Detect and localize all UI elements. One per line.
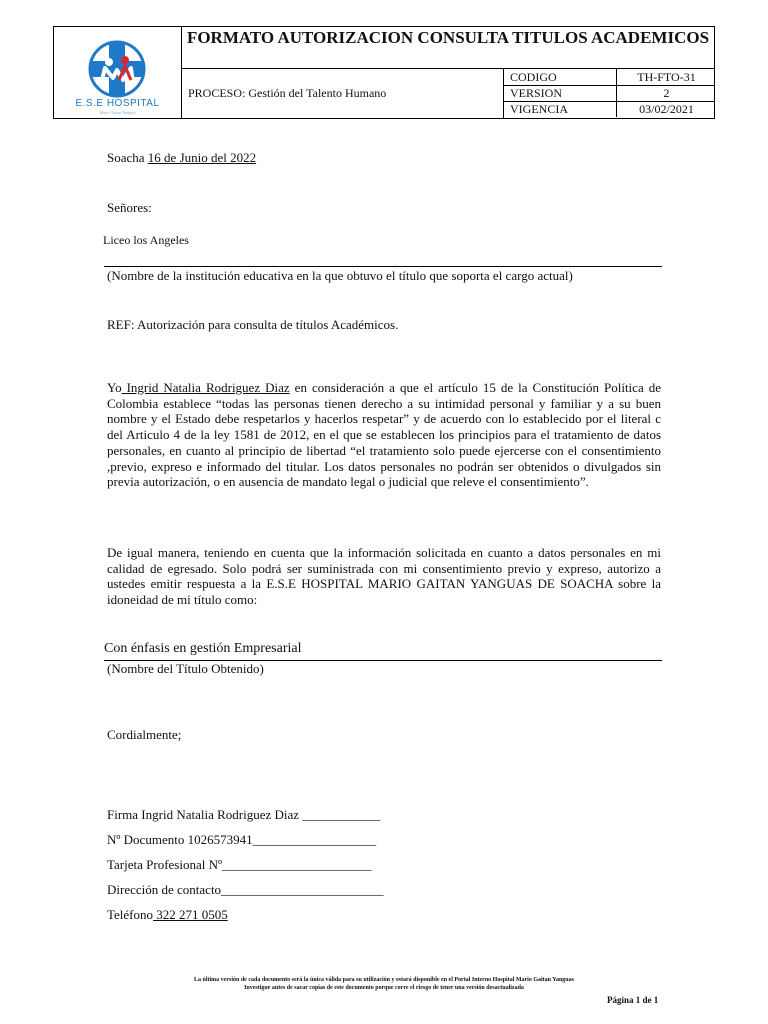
validity-label: VIGENCIA bbox=[510, 102, 568, 116]
reference-line: REF: Autorización para consulta de títulos Académicos. bbox=[107, 317, 399, 332]
validity-value: 03/02/2021 bbox=[616, 101, 716, 117]
footer-note-1: La última versión de cada documento será la única válida para su utilización y estará disponible en el Portal Interno Hospital Mario Gaitan Yanguas bbox=[194, 977, 574, 983]
version-label: VERSION bbox=[510, 86, 563, 100]
institution-name: Liceo los Angeles bbox=[103, 233, 189, 247]
paragraph-consent bbox=[107, 380, 661, 490]
city: Soacha bbox=[107, 150, 145, 165]
footer-note-2: Investigue antes de sacar copias de este documento porque corre el riesgo de tener una versión desactualizada bbox=[244, 985, 524, 991]
code-label: CODIGO bbox=[510, 70, 557, 84]
paragraph-authorization: De igual manera, teniendo en cuenta que la información solicitada en cuanto a datos personales en mi calidad de egresado. Solo podrá ser suministrada con mi consentimiento previo y expreso, autorizo a ustedes emitir respuesta a la E.S.E HOSPITAL MARIO GAITAN YANGUAS DE SOACHA sobre la idoneidad de mi título como: bbox=[107, 545, 661, 608]
document-title: FORMATO AUTORIZACION CONSULTA TITULOS ACADEMICOS bbox=[182, 27, 714, 69]
applicant-name: Ingrid Natalia Rodriguez Diaz bbox=[121, 380, 290, 395]
signature-line: Firma Ingrid Natalia Rodriguez Diaz ____________ bbox=[107, 807, 381, 822]
degree-hint: (Nombre del Título Obtenido) bbox=[107, 661, 264, 676]
logo-cell bbox=[54, 27, 182, 118]
version-row bbox=[504, 85, 715, 102]
contact-address-line: Dirección de contacto_________________________ bbox=[107, 882, 384, 897]
version-value: 2 bbox=[616, 85, 716, 101]
degree-title: Con énfasis en gestión Empresarial bbox=[104, 641, 302, 656]
page-number: Página 1 de 1 bbox=[607, 995, 659, 1005]
date: 16 de Junio del 2022 bbox=[147, 150, 257, 165]
hospital-logo-icon bbox=[87, 40, 147, 98]
phone-line bbox=[107, 907, 228, 923]
document-control-grid bbox=[503, 69, 715, 118]
closing: Cordialmente; bbox=[107, 727, 182, 742]
paragraph-prefix: Yo bbox=[107, 380, 122, 395]
salutation: Señores: bbox=[107, 200, 152, 215]
code-value: TH-FTO-31 bbox=[616, 69, 716, 85]
institution-line bbox=[104, 266, 662, 267]
professional-card-line: Tarjeta Profesional Nº_______________________ bbox=[107, 857, 372, 872]
place-date-line bbox=[107, 150, 256, 166]
paragraph-body: en consideración a que el artículo 15 de la Constitución Política de Colombia establece “todas las personas tienen derecho a su intimidad personal y familiar y a su buen nombre y el Estado debe respetarlos y hacerlos respetar” y de acuerdo con lo establecido por el literal c del Articulo 4 de la ley 1581 de 2012, en el que se establecen los principios para el tratamiento de datos personales, en cuanto al principio de libertad “el tratamiento solo puede ejercerse con el consentimiento ,previo, expreso e informado del titular. Los datos personales no podrán ser obtenidos o divulgados sin previa autorización, o en ausencia de mandato legal o judicial que releve el consentimiento”. bbox=[107, 380, 661, 490]
phone-label: Teléfono bbox=[107, 907, 154, 922]
document-number-line: Nº Documento 1026573941___________________ bbox=[107, 832, 377, 847]
logo-subtext: Mario Gaitan Yanguas bbox=[99, 110, 136, 115]
code-row bbox=[504, 69, 715, 86]
process-label: PROCESO: Gestión del Talento Humano bbox=[188, 86, 387, 100]
phone-value: 322 271 0505 bbox=[153, 907, 228, 922]
logo-text: E.S.E HOSPITAL bbox=[75, 98, 160, 109]
validity-row bbox=[504, 101, 715, 117]
institution-hint: (Nombre de la institución educativa en la que obtuvo el título que soporta el cargo actual) bbox=[107, 268, 573, 283]
header-table bbox=[53, 26, 715, 119]
